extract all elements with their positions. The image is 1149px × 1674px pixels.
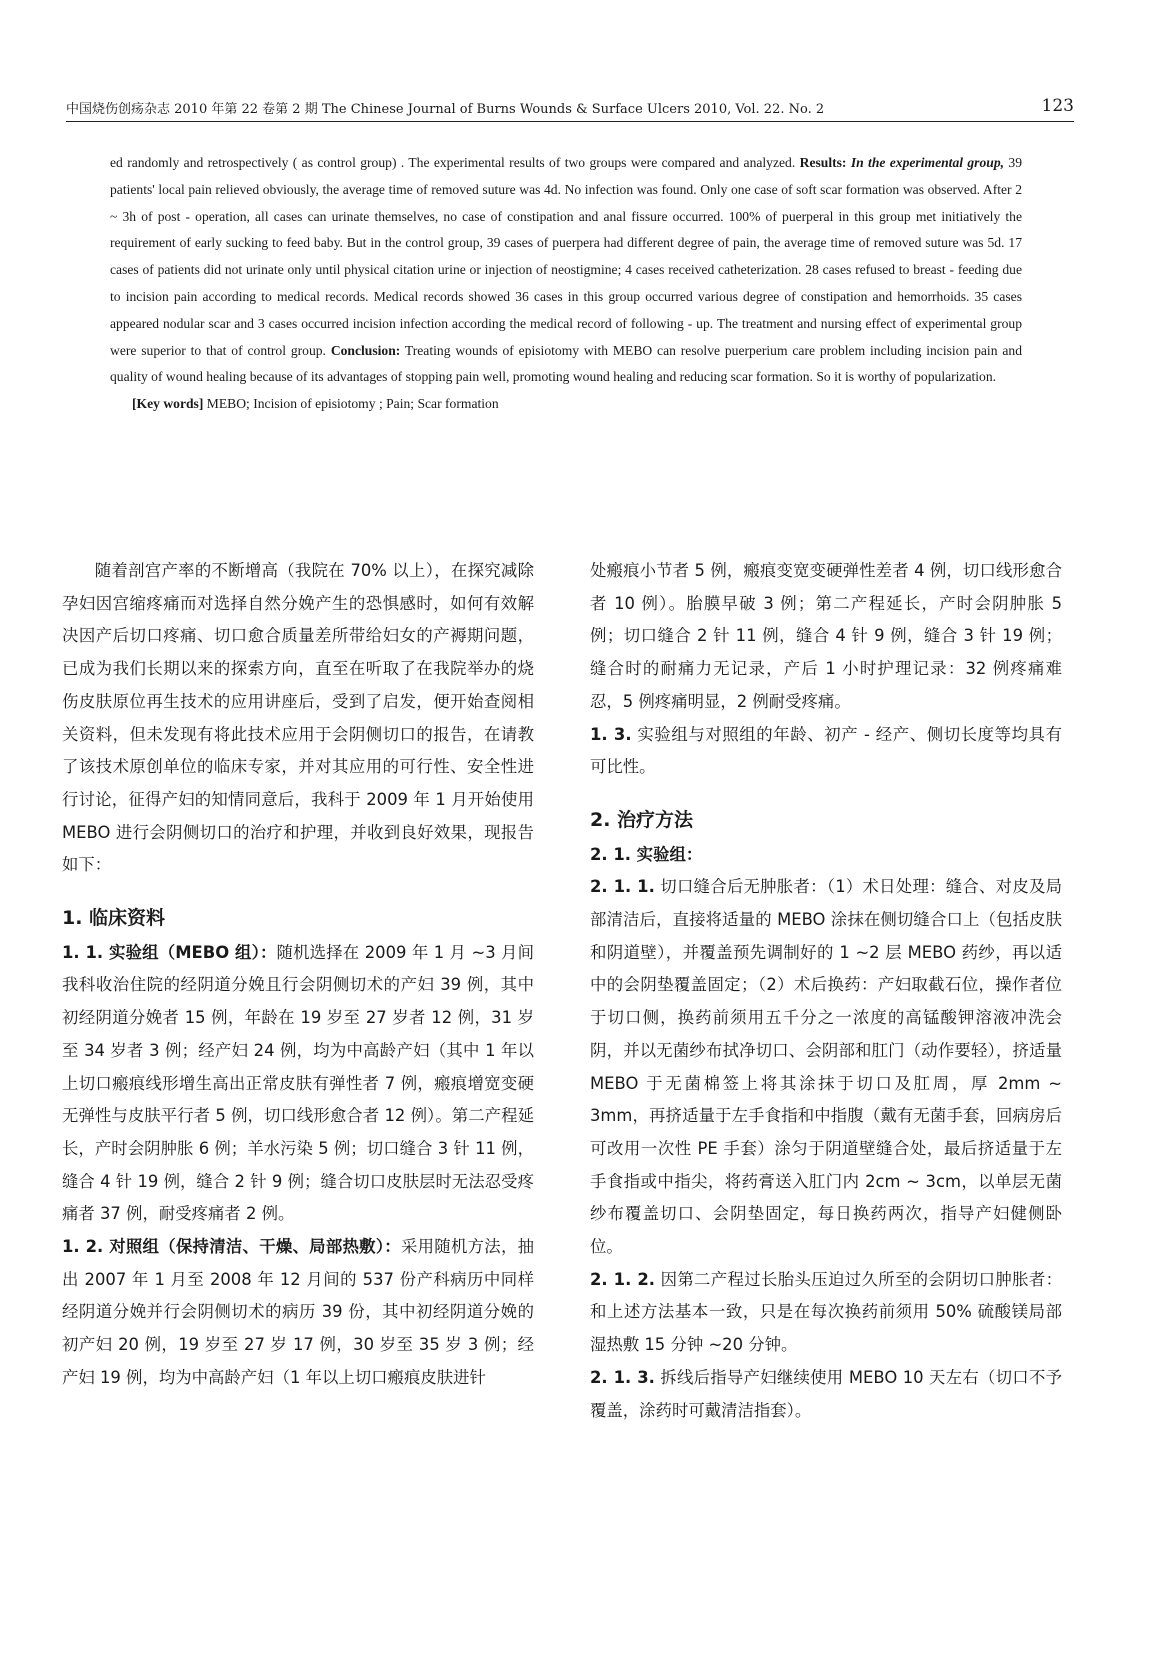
- section-1-1-label: 1. 1. 实验组（MEBO 组）：: [62, 942, 277, 962]
- running-header: [66, 96, 1074, 118]
- results-group-label: In the experimental group,: [850, 155, 1005, 170]
- section-2-1-2-text: 因第二产程过长胎头压迫过久所至的会阴切口肿胀者：和上述方法基本一致，只是在每次换药前须用 50% 硫酸镁局部湿热敷 15 分钟 ~20 分钟。: [590, 1269, 1062, 1355]
- abstract-results-text: 39 patients' local pain relieved obviously, the average time of removed suture was 4d. No infection was found. Only one case of soft scar formation was observed. After 2 ~ 3h of post - operation, all cases can urinate themselves, no case of constipation and anal fissure occurred. 100% of puerperal in this group met initiatively the requirement of early sucking to feed baby. But in the control group, 39 cases of puerpera had different degree of pain, the average time of removed suture was 5d. 17 cases of patients did not urinate only until physical citation urine or injection of neostigmine; 4 cases received catheterization. 28 cases refused to breast - feeding due to incision pain according to medical records. Medical records showed 36 cases in this group occurred various degree of constipation and hemorrhoids. 35 cases appeared nodular scar and 3 cases occurred incision infection according the medical record of following - up. The treatment and nursing effect of experimental group were superior to that of control group.: [110, 155, 1022, 358]
- right-column: [590, 555, 1062, 1427]
- section-2-1-1-text: 切口缝合后无肿胀者：（1）术日处理：缝合、对皮及局部清洁后，直接将适量的 MEBO 涂抹在侧切缝合口上（包括皮肤和阴道壁），并覆盖预先调制好的 1 ~2 层 MEBO 药纱，再以适中的会阴垫覆盖固定；（2）术后换药：产妇取截石位，操作者位于切口侧，换药前须用五千分之一浓度的高锰酸钾溶液冲洗会阴，并以无菌纱布拭净切口、会阴部和肛门（动作要轻），挤适量 MEBO 于无菌棉签上将其涂抹于切口及肛周，厚 2mm ~ 3mm，再挤适量于左手食指和中指腹（戴有无菌手套，回病房后可改用一次性 PE 手套）涂匀于阴道壁缝合处，最后挤适量于左手食指或中指尖，将药膏送入肛门内 2cm ~ 3cm，以单层无菌纱布覆盖切口、会阴垫固定，每日换药两次，指导产妇健侧卧位。: [590, 877, 1062, 1257]
- left-column: [62, 555, 534, 1395]
- section-2-1-1: [590, 871, 1062, 1263]
- section-2-1-3: [590, 1362, 1062, 1427]
- section-1-3-text: 实验组与对照组的年龄、初产 - 经产、侧切长度等均具有可比性。: [590, 724, 1063, 777]
- section-1-1: [62, 937, 534, 1231]
- section-1-1-text: 随机选择在 2009 年 1 月 ~3 月间我科收治住院的经阴道分娩且行会阴侧切术的产妇 39 例，其中初经阴道分娩者 15 例，年龄在 19 岁至 27 岁者 12 例，31 岁至 34 岁者 3 例；经产妇 24 例，均为中高龄产妇（其中 1 年以上切口瘢痕线形增生高出正常皮肤有弹性者 7 例，瘢痕增宽变硬无弹性与皮肤平行者 5 例，切口线形愈合者 12 例）。第二产程延长，产时会阴肿胀 6 例；羊水污染 5 例；切口缝合 3 针 11 例，缝合 4 针 19 例，缝合 2 针 9 例；缝合切口皮肤层时无法忍受疼痛者 37 例，耐受疼痛者 2 例。: [62, 942, 534, 1224]
- journal-citation: 中国烧伤创疡杂志 2010 年第 22 卷第 2 期 The Chinese Journal of Burns Wounds & Surface Ulcers 2010, Vol. 22. No. 2: [66, 102, 825, 117]
- abstract-conclusion-text: Treating wounds of episiotomy with MEBO can resolve puerperium care problem including incision pain and quality of wound healing because of its advantages of stopping pain well, promoting wound healing and reducing scar formation. So it is worthy of popularization.: [110, 342, 1022, 385]
- section-1-2-text: 采用随机方法，抽出 2007 年 1 月至 2008 年 12 月间的 537 份产科病历中同样经阴道分娩并行会阴侧切术的病历 39 份，其中初经阴道分娩的初产妇 20 例，19 岁至 27 岁 17 例，30 岁至 35 岁 3 例；经产妇 19 例，均为中高龄产妇（1 年以上切口瘢痕皮肤进针: [62, 1237, 535, 1387]
- abstract-body: [110, 150, 1022, 391]
- conclusion-label: Conclusion:: [330, 342, 401, 358]
- keywords-text: MEBO; Incision of episiotomy ; Pain; Scar formation: [206, 396, 499, 412]
- section-1-3: [590, 719, 1062, 784]
- section-2-1-1-label: 2. 1. 1.: [590, 877, 655, 897]
- section-1-2: [62, 1231, 534, 1395]
- section-2-1-3-text: 拆线后指导产妇继续使用 MEBO 10 天左右（切口不予覆盖，涂药时可戴清洁指套）。: [590, 1367, 1062, 1420]
- section-2-1-2: [590, 1264, 1062, 1362]
- abstract-methods-text: ed randomly and retrospectively ( as control group) . The experimental results of two groups were compared and analyzed.: [110, 155, 796, 170]
- section-2-1-3-label: 2. 1. 3.: [590, 1367, 655, 1387]
- section-2-1-2-label: 2. 1. 2.: [590, 1269, 656, 1289]
- control-group-continuation: 处瘢痕小节者 5 例，瘢痕变宽变硬弹性差者 4 例，切口线形愈合者 10 例）。胎膜早破 3 例；第二产程延长，产时会阴肿胀 5 例；切口缝合 2 针 11 例，缝合 4 针 9 例，缝合 3 针 19 例；缝合时的耐痛力无记录，产后 1 小时护理记录：32 例疼痛难忍，5 例疼痛明显，2 例耐受疼痛。: [590, 561, 1062, 711]
- keywords-label: [Key words]: [132, 396, 204, 412]
- page-number: 123: [1041, 96, 1074, 116]
- section-2-title: 2. 治疗方法: [590, 808, 694, 831]
- section-1-2-label: 1. 2. 对照组（保持清洁、干燥、局部热敷）：: [62, 1237, 401, 1257]
- header-divider: [66, 121, 1074, 122]
- section-1-3-label: 1. 3.: [590, 724, 632, 744]
- section-2-1-label: 2. 1. 实验组：: [590, 844, 703, 864]
- section-1-title: 1. 临床资料: [62, 907, 166, 930]
- results-label: Results:: [799, 155, 847, 170]
- keywords-line: [110, 391, 1022, 418]
- english-abstract: [110, 150, 1022, 418]
- introduction-paragraph: 随着剖宫产率的不断增高（我院在 70% 以上），在探究减除孕妇因宫缩疼痛而对选择自然分娩产生的恐惧感时，如何有效解决因产后切口疼痛、切口愈合质量差所带给妇女的产褥期问题，已成为我们长期以来的探索方向，直至在听取了在我院举办的烧伤皮肤原位再生技术的应用讲座后，受到了启发，便开始查阅相关资料，但未发现有将此技术应用于会阴侧切口的报告，在请教了该技术原创单位的临床专家，并对其应用的可行性、安全性进行讨论，征得产妇的知情同意后，我科于 2009 年 1 月开始使用 MEBO 进行会阴侧切口的治疗和护理，并收到良好效果，现报告如下：: [62, 561, 534, 875]
